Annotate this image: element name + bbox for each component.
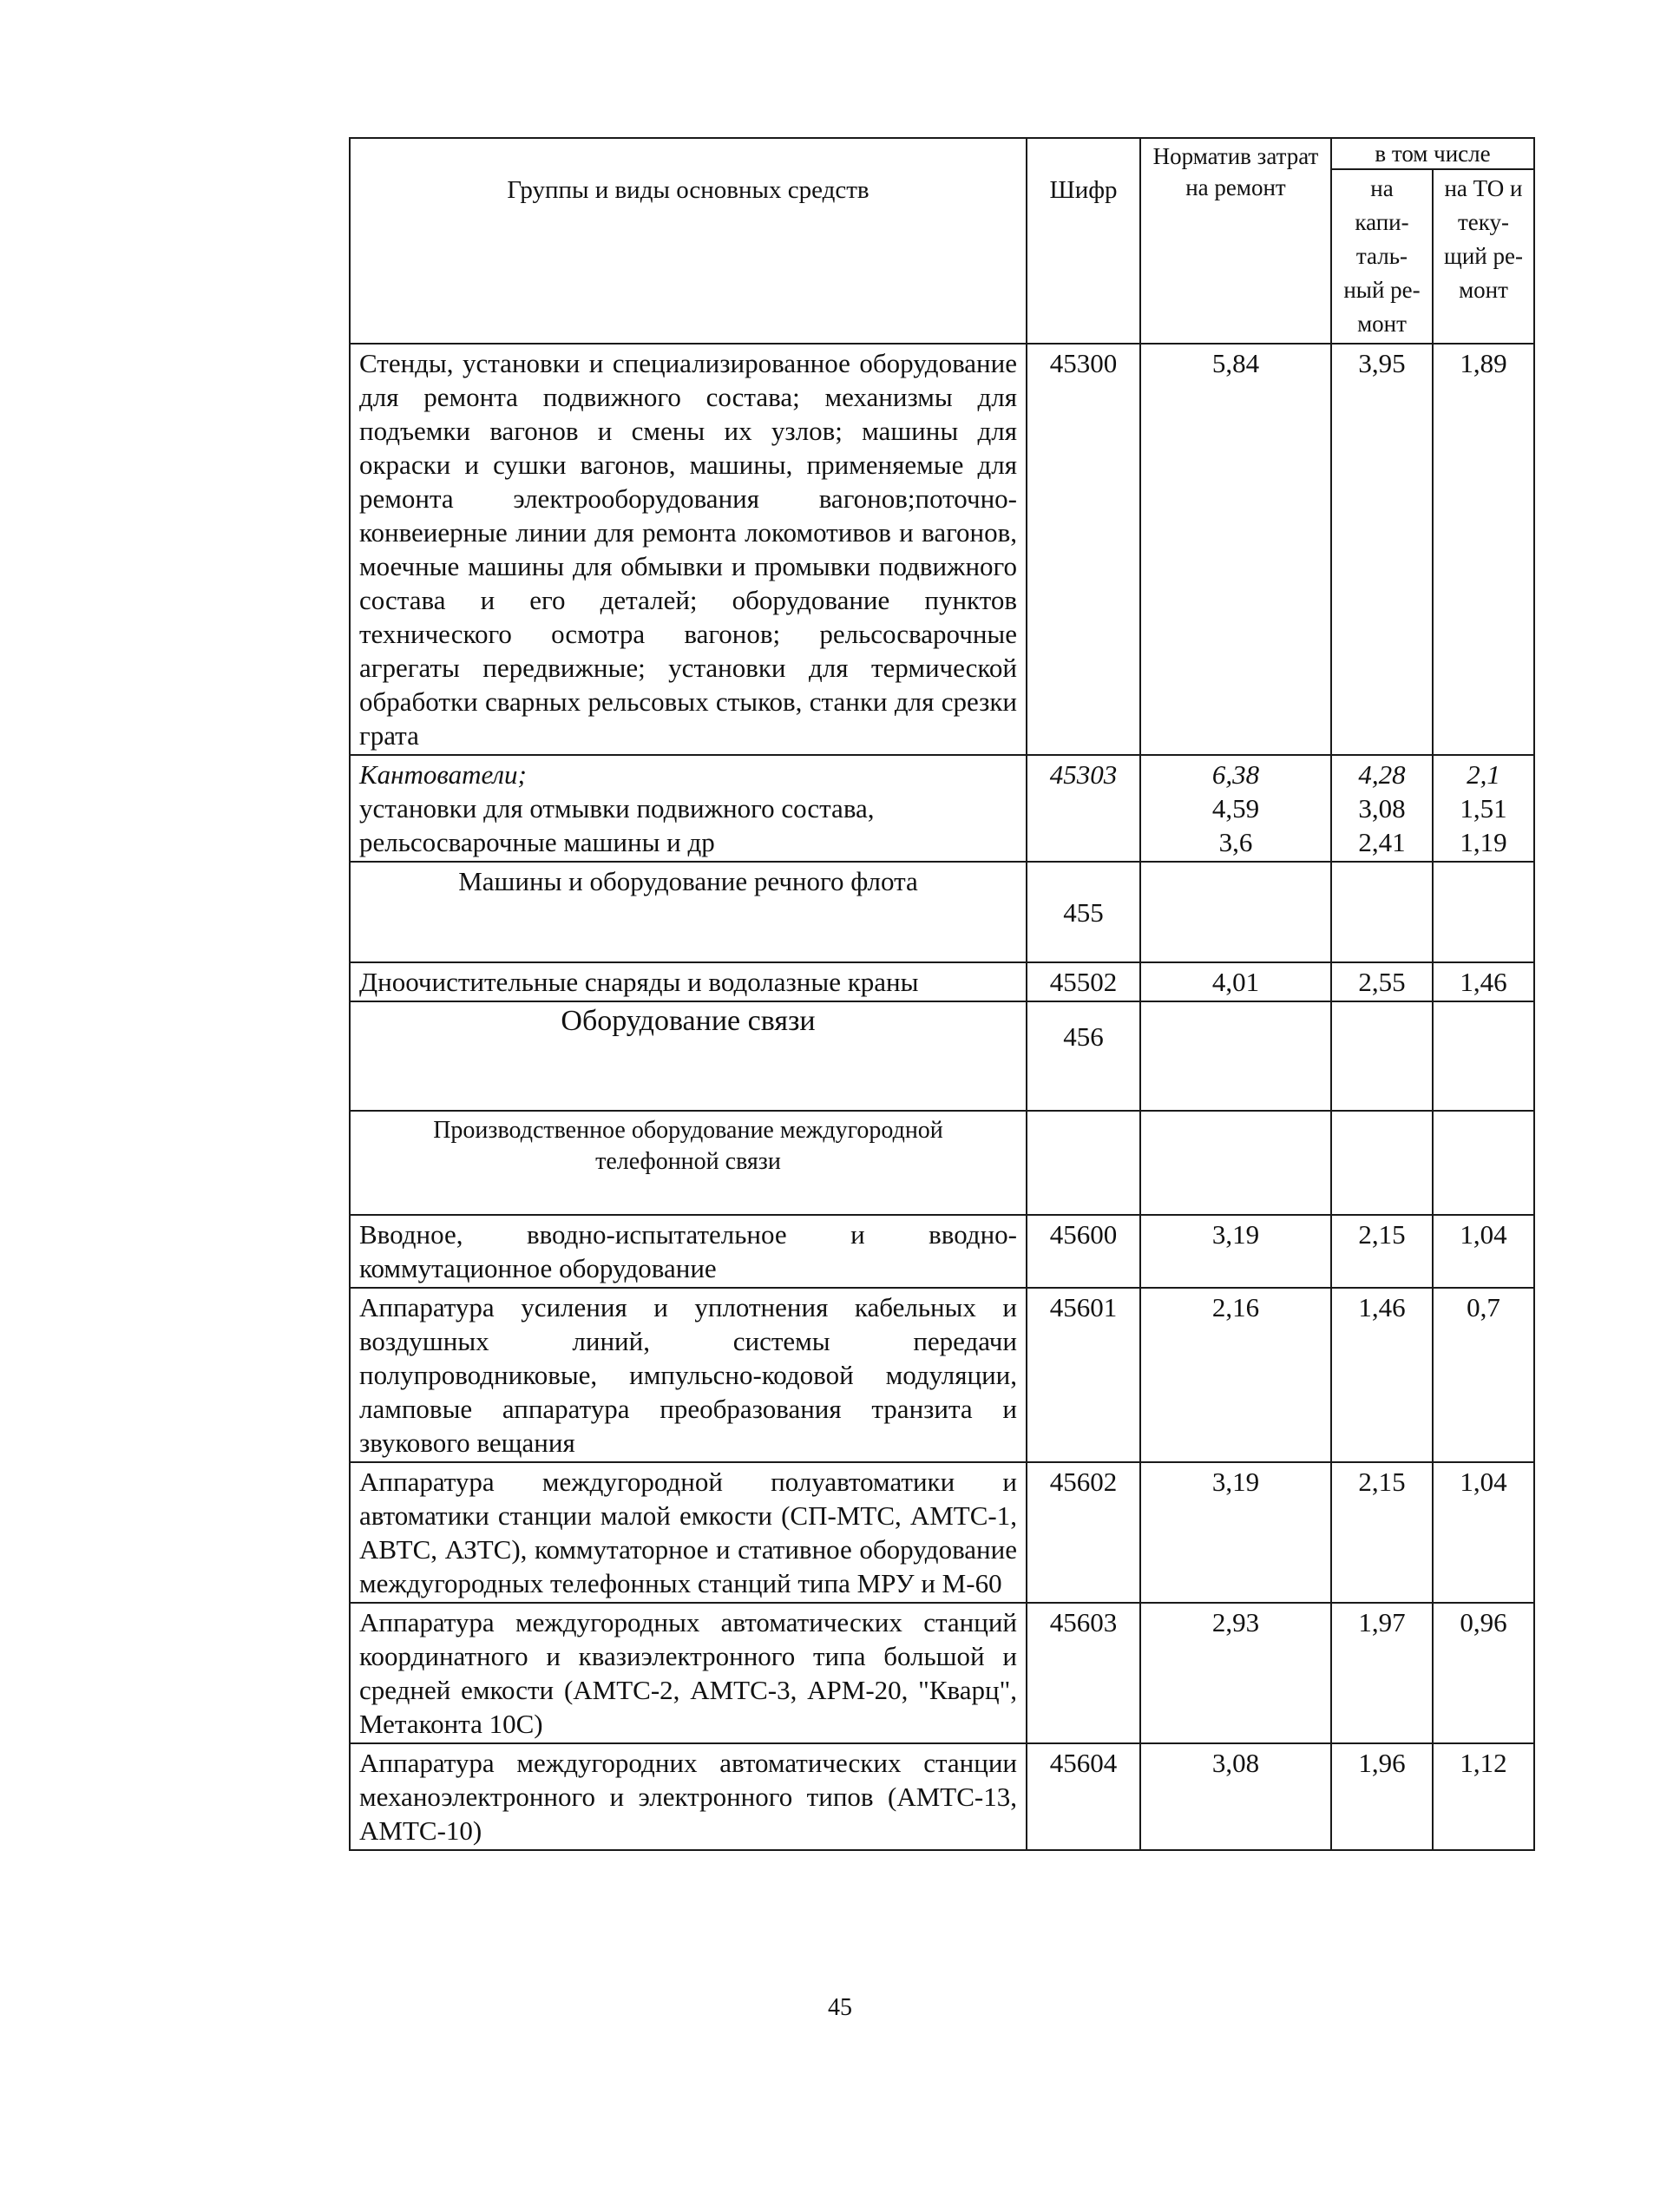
row-name <box>350 755 1027 862</box>
row-capital-value: 4,28 <box>1358 759 1406 790</box>
table-row <box>350 1288 1534 1462</box>
row-capital: 1,97 <box>1331 1603 1433 1743</box>
row-to: 0,7 <box>1433 1288 1534 1462</box>
section-code: 456 <box>1027 1001 1140 1111</box>
row-capital: 2,55 <box>1331 962 1433 1001</box>
row-name-part: Кантователи; <box>359 759 527 790</box>
row-name-part: установки для отмывки подвижного состава, рельсосварочные машины и др <box>359 793 875 857</box>
row-norm: 2,93 <box>1140 1603 1331 1743</box>
header-groups: Группы и виды основных средств <box>350 138 1027 344</box>
row-capital-value: 3,08 <box>1358 793 1406 824</box>
row-norm <box>1140 755 1331 862</box>
row-capital: 2,15 <box>1331 1462 1433 1603</box>
table-row <box>350 962 1534 1001</box>
row-to: 1,12 <box>1433 1743 1534 1850</box>
row-name: Аппаратура усиления и уплотнения кабельных и воздушных линий, системы передачи полупроводниковые, импульсно-кодовой модуляции, ламповые аппаратура преобразования транзита и звукового вещания <box>350 1288 1027 1462</box>
row-name: Аппаратура междугородных автоматических станций координатного и квазиэлектронного типа большой и средней емкости (АМТС-2, АМТС-3, АРМ-20, "Кварц", Метаконта 10С) <box>350 1603 1027 1743</box>
table-row <box>350 1603 1534 1743</box>
empty-cell <box>1433 1001 1534 1111</box>
row-norm: 2,16 <box>1140 1288 1331 1462</box>
row-norm: 3,19 <box>1140 1462 1331 1603</box>
empty-cell <box>1331 1001 1433 1111</box>
assets-repair-norms-table <box>349 137 1535 1851</box>
row-to-value: 2,1 <box>1467 759 1500 790</box>
empty-cell <box>1433 1111 1534 1215</box>
row-code: 45303 <box>1027 755 1140 862</box>
row-to: 0,96 <box>1433 1603 1534 1743</box>
section-row <box>350 1001 1534 1111</box>
row-norm: 5,84 <box>1140 344 1331 755</box>
row-name: Вводное, вводно-испытательное и вводно-коммутационное оборудование <box>350 1215 1027 1288</box>
section-row <box>350 862 1534 962</box>
header-code: Шифр <box>1027 138 1140 344</box>
row-norm-value: 4,59 <box>1211 793 1260 824</box>
subsection-title: Производственное оборудование междугородной телефонной связи <box>350 1111 1027 1215</box>
row-to: 1,89 <box>1433 344 1534 755</box>
empty-cell <box>1433 862 1534 962</box>
row-norm: 3,08 <box>1140 1743 1331 1850</box>
empty-cell <box>1027 1111 1140 1215</box>
row-code: 45300 <box>1027 344 1140 755</box>
row-norm-value: 3,6 <box>1218 827 1253 857</box>
table-row <box>350 1743 1534 1850</box>
empty-cell <box>1331 862 1433 962</box>
row-norm: 3,19 <box>1140 1215 1331 1288</box>
row-capital <box>1331 755 1433 862</box>
table-row <box>350 344 1534 755</box>
empty-cell <box>1140 1111 1331 1215</box>
row-code: 45602 <box>1027 1462 1140 1603</box>
row-capital-value: 2,41 <box>1358 827 1406 857</box>
row-norm-value: 6,38 <box>1211 759 1260 790</box>
row-name: Аппаратура междугородних автоматических станции механоэлектронного и электронного типов (АМТС-13, АМТС-10) <box>350 1743 1027 1850</box>
table-row <box>350 755 1534 862</box>
row-capital: 3,95 <box>1331 344 1433 755</box>
row-code: 45604 <box>1027 1743 1140 1850</box>
row-to: 1,46 <box>1433 962 1534 1001</box>
empty-cell <box>1140 1001 1331 1111</box>
row-to-value: 1,19 <box>1460 827 1507 857</box>
table-row <box>350 1215 1534 1288</box>
header-to-current-repair: на ТО и теку-щий ре-монт <box>1433 169 1534 344</box>
header-capital-repair: на капи-таль-ный ре-монт <box>1331 169 1433 344</box>
header-norm: Норматив затрат на ремонт <box>1140 138 1331 344</box>
section-title: Оборудование связи <box>350 1001 1027 1111</box>
empty-cell <box>1331 1111 1433 1215</box>
section-title: Машины и оборудование речного флота <box>350 862 1027 962</box>
row-capital: 2,15 <box>1331 1215 1433 1288</box>
empty-cell <box>1140 862 1331 962</box>
row-capital: 1,96 <box>1331 1743 1433 1850</box>
row-code: 45601 <box>1027 1288 1140 1462</box>
row-name: Аппаратура междугородной полуавтоматики и автоматики станции малой емкости (СП-МТС, АМТС-1, АВТС, АЗТС), коммутаторное и стативное оборудование междугородных телефонных станций типа МРУ и М-60 <box>350 1462 1027 1603</box>
row-to: 1,04 <box>1433 1462 1534 1603</box>
row-to: 1,04 <box>1433 1215 1534 1288</box>
subsection-row <box>350 1111 1534 1215</box>
section-code: 455 <box>1027 862 1140 962</box>
header-including: в том числе <box>1331 138 1534 169</box>
row-name: Дноочистительные снаряды и водолазные краны <box>350 962 1027 1001</box>
row-code: 45600 <box>1027 1215 1140 1288</box>
row-to <box>1433 755 1534 862</box>
row-to-value: 1,51 <box>1460 793 1507 824</box>
table-row <box>350 1462 1534 1603</box>
row-code: 45603 <box>1027 1603 1140 1743</box>
page-number: 45 <box>828 1994 852 2021</box>
row-code: 45502 <box>1027 962 1140 1001</box>
row-capital: 1,46 <box>1331 1288 1433 1462</box>
row-norm: 4,01 <box>1140 962 1331 1001</box>
row-name: Стенды, установки и специализированное оборудование для ремонта подвижного состава; механизмы для подъемки вагонов и смены их узлов; машины для окраски и сушки вагонов, машины, применяемые для ремонта электрооборудования вагонов;поточно-конвеиерные линии для ремонта локомотивов и вагонов, моечные машины для обмывки и промывки подвижного состава и его деталей; оборудование пунктов технического осмотра вагонов; рельсосварочные агрегаты передвижные; установки для термической обработки сварных рельсовых стыков, станки для срезки грата <box>350 344 1027 755</box>
